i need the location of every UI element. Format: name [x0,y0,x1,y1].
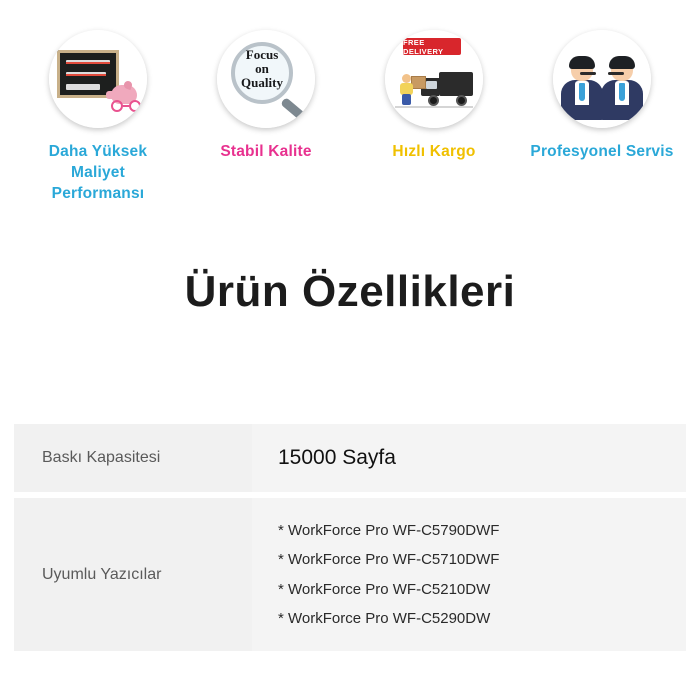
feature-badge [217,30,315,128]
list-item: * WorkForce Pro WF-C5710DWF [278,551,500,569]
feature-badge [553,30,651,128]
spec-value: 15000 Sayfa [252,424,686,495]
feature-fast-shipping [350,30,518,163]
list-item: * WorkForce Pro WF-C5210DW [278,580,491,598]
list-item: * WorkForce Pro WF-C5790DWF [278,522,500,539]
support-agents-icon [553,30,651,128]
feature-stable-quality [182,30,350,163]
spec-key: Uyumlu Yazıcılar [14,495,252,654]
table-row [14,495,686,654]
feature-label: Daha Yüksek Maliyet Performansı [48,143,148,202]
feature-professional-service [518,30,686,163]
spec-key: Baskı Kapasitesi [14,424,252,495]
feature-strip [0,0,700,205]
delivery-truck-icon [385,30,483,128]
feature-cost-performance [14,30,182,205]
product-specs-table [14,424,686,657]
glasses-shape [111,100,141,112]
feature-label: Hızlı Kargo [392,143,476,160]
feature-badge [49,30,147,128]
feature-badge [385,30,483,128]
list-item: * WorkForce Pro WF-C5290DW [278,609,491,627]
magnifying-glass-icon [217,30,315,128]
page-title: Ürün Özellikleri [184,266,516,316]
free-delivery-stamp: FREE DELIVERY [403,38,461,55]
table-row [14,424,686,495]
spec-value-list [252,495,686,654]
feature-label: Stabil Kalite [220,143,312,160]
feature-label: Profesyonel Servis [530,143,674,160]
courier-figure [399,74,415,104]
blackboard-piggy-bank-icon [49,30,147,128]
magnifier-text: Focus on Quality [241,47,283,90]
